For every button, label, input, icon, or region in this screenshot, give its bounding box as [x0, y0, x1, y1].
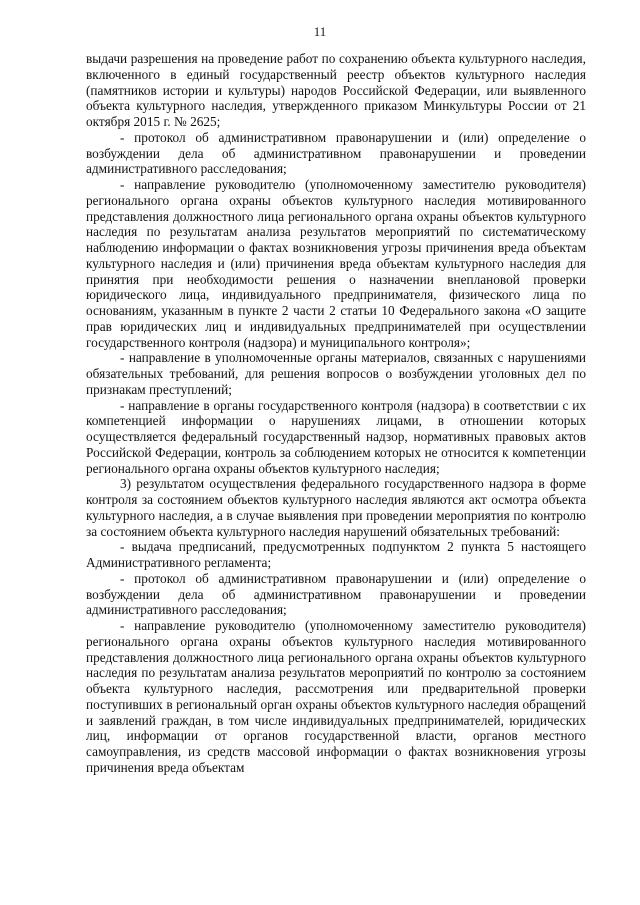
paragraph: - направление руководителю (уполномоченному заместителю руководителя) регионального органа охраны объектов культурного наследия мотивированного представления должностного лица регионального органа охраны объектов культурного наследия по результатам анализа результатов мероприятий по контролю за состоянием объекта культурного наследия, рассмотрения или предварительной проверки поступивших в региональный орган охраны объектов культурного наследия обращений и заявлений граждан, в том числе индивидуальных предпринимателей, юридических лиц, информации от органов государственной власти, органов местного самоуправления, из средств массовой информации о фактах возникновения угрозы причинения вреда объектам	[86, 618, 586, 775]
paragraph: - протокол об административном правонарушении и (или) определение о возбуждении дела об административном правонарушении и проведении административного расследования;	[86, 129, 586, 177]
paragraph: выдачи разрешения на проведение работ по сохранению объекта культурного наследия, включенного в единый государственный реестр объектов культурного наследия (памятников истории и культуры) народов Российской Федерации, или выявленного объекта культурного наследия, утвержденного приказом Минкультуры России от 21 октября 2015 г. № 2625;	[86, 51, 586, 129]
paragraph: - направление в органы государственного контроля (надзора) в соответствии с их компетенцией информации о нарушениях лицами, в отношении которых осуществляется федеральный государственный надзор, нормативных правовых актов Российской Федерации, контроль за соблюдением которых не относится к компетенции регионального органа охраны объектов культурного наследия;	[86, 397, 586, 476]
paragraph: - протокол об административном правонарушении и (или) определение о возбуждении дела об административном правонарушении и проведении административного расследования;	[86, 570, 586, 618]
page-number: 11	[313, 24, 327, 39]
paragraph: 3) результатом осуществления федерального государственного надзора в форме контроля за состоянием объектов культурного наследия являются акт осмотра объекта культурного наследия, а в случае выявления при проведении мероприятия по контролю за состоянием объекта культурного наследия нарушений обязательных требований:	[86, 476, 586, 539]
paragraph: - направление руководителю (уполномоченному заместителю руководителя) регионального органа охраны объектов культурного наследия мотивированного представления должностного лица регионального органа охраны объектов культурного наследия по результатам анализа результатов мероприятий по систематическому наблюдению информации о фактах возникновения угрозы причинения вреда объектам культурного наследия и (или) причинения вреда объектам культурного наследия для принятия при необходимости решения о назначении внеплановой проверки юридического лица, индивидуального предпринимателя, физического лица по основаниям, указанным в пункте 2 части 2 статьи 10 Федерального закона «О защите прав юридических лиц и индивидуальных предпринимателей при осуществлении государственного контроля (надзора) и муниципального контроля»;	[86, 177, 586, 350]
paragraph: - направление в уполномоченные органы материалов, связанных с нарушениями обязательных требований, для решения вопросов о возбуждении уголовных дел по признакам преступлений;	[86, 350, 586, 397]
paragraph: - выдача предписаний, предусмотренных подпунктом 2 пункта 5 настоящего Административного регламента;	[86, 539, 586, 570]
body-text	[86, 51, 586, 776]
